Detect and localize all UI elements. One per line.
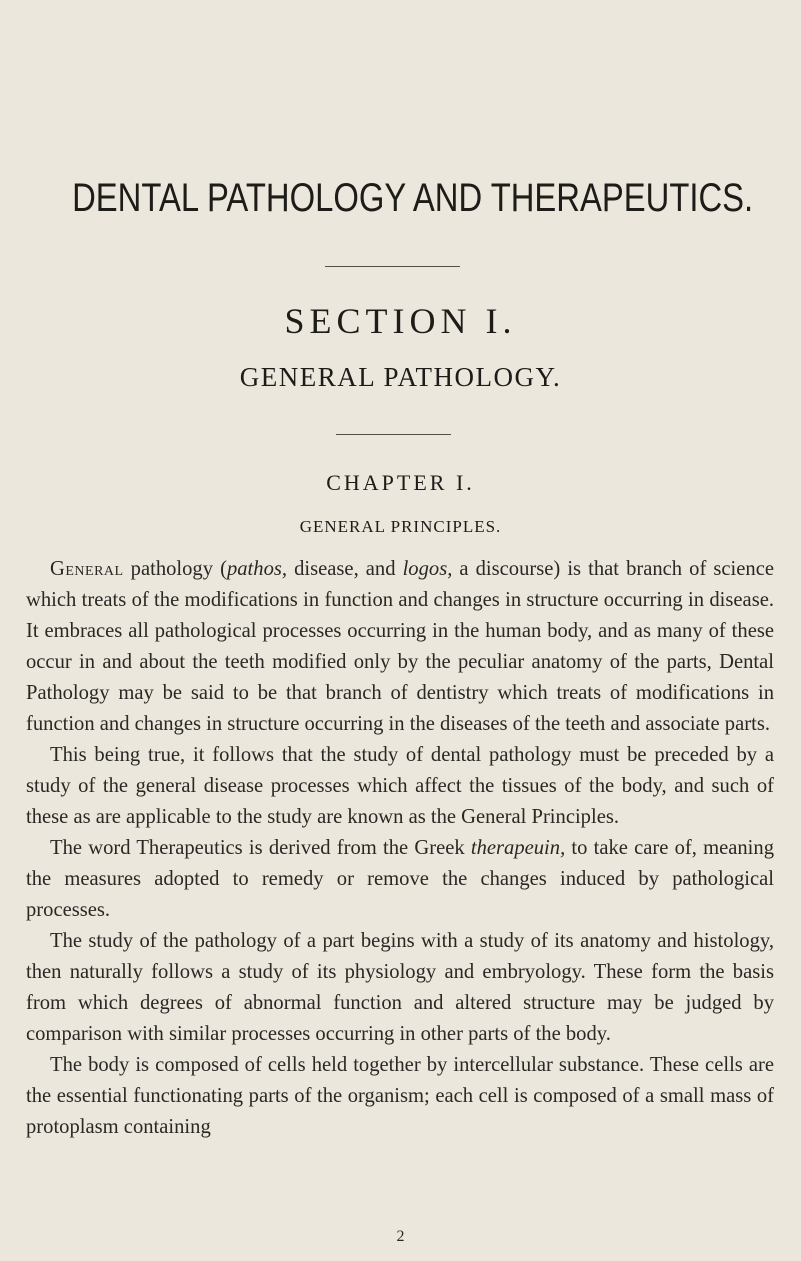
italic-term: logos, (402, 558, 453, 580)
section-subheading: GENERAL PATHOLOGY. (239, 362, 562, 392)
page-number: 2 (396, 1228, 405, 1245)
paragraph-2: This being true, it follows that the study of dental pathology must be preceded by a study of the general disease processes which affect the tissues of the body, and such of these as are applicable to the study are known as the General Principles. (26, 744, 774, 828)
paragraph-text: The word Therapeutics is derived from the Greek (50, 837, 471, 859)
paragraph-text: pathology ( (123, 558, 227, 580)
paragraph-5: The body is composed of cells held together by intercellular substance. These cells are the essential functionating parts of the organism; each cell is composed of a small mass of protoplasm containing (26, 1054, 774, 1138)
chapter-subheading: GENERAL PRINCIPLES. (299, 517, 502, 536)
chapter-heading: CHAPTER I. (326, 470, 475, 495)
section-divider (336, 434, 451, 435)
paragraph-1 (26, 554, 774, 740)
paragraph-text: to take care of, meaning the measures adopted to remedy or remove the changes induced by pathological processes. (26, 837, 774, 921)
paragraph-lead-word: General (50, 558, 124, 580)
paragraph-4: The study of the pathology of a part begins with a study of its anatomy and histology, then naturally follows a study of its physiology and embryology. These form the basis from which degrees of abnormal function and altered structure may be judged by comparison with similar processes occurring in other parts of the body. (26, 930, 774, 1045)
paragraph-text: disease, and (287, 558, 403, 580)
paragraph-text: a discourse) is that branch of science which treats of the modifications in function and changes in structure occurring in disease. It embraces all pathological processes occurring in the human body, and as many of these occur in and about the teeth modified only by the peculiar anatomy of the parts, Dental Pathology may be said to be that branch of dentistry which treats of modifications in function and changes in structure occurring in the diseases of the teeth and associate parts. (26, 558, 774, 735)
section-heading: SECTION I. (284, 301, 517, 341)
book-title: DENTAL PATHOLOGY AND THERAPEUTICS. (72, 176, 754, 220)
body-text (26, 554, 774, 1143)
title-divider (325, 266, 460, 267)
italic-term: pathos, (226, 558, 288, 580)
italic-term: therapeuin, (470, 837, 566, 859)
paragraph-3 (26, 833, 774, 926)
